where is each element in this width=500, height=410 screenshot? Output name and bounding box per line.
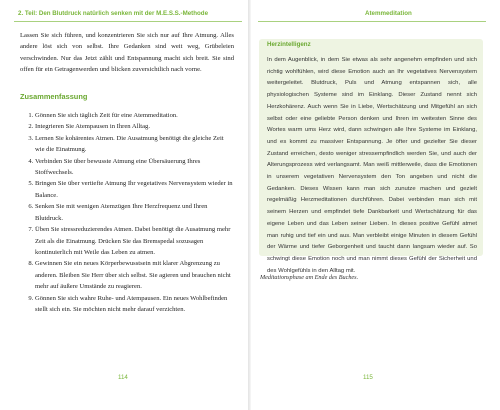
list-item: 3. Lernen Sie kohärentes Atmen. Die Ausatmung benötigt die gleiche Zeit wie die Einatmung. [35, 133, 234, 156]
page-gutter [248, 0, 251, 410]
info-box-text: In dem Augenblick, in dem Sie etwas als sehr angenehm empfinden und sich richtig wohlfühlen, wird diese Emotion auch an Ihr vegetatives Nervensystem weitergeleitet. Blutdruck, Puls und Atmung entspannen sich, alle physiologischen Systeme sind im Einklang. Dieser Zustand nennt sich Herzkohärenz. Auch wenn Sie in Liebe, Wertschätzung und Mitgefühl an sich selbst oder eine geliebte Person denken und Ihren im weitesten Sinne des Wortes warm ums Herz wird, dann schwingen alle Ihre Systeme im Einklang, und es kommt zu massiver Entspannung. Je öfter und gezielter Sie dieser Zustand erreichen, desto weniger stressempfindlich werden Sie, und auch der Alterungsprozess wird verlangsamt. Man weiß mittlerweile, dass die Emotionen in unserem vegetativen Nervensystem den Ton angeben und nicht die Gedanken. Dieses Wissen kann man sich zunutze machen und gezielt regelmäßig Herzmeditationen durchführen. Dabei verbinden man sich mit seinem Herzen und empfindet tiefe Dankbarkeit und Wertschätzung für das eigene Leben und das Leben seiner Lieben. In dieses positive Gefühl atmet man ruhig und tief ein und aus. Man verbleibt einige Minuten in diesem Gefühl der Wärme und tiefer Geborgenheit und taucht dann langsam wieder auf. So schwingt diese Emotion noch und man nimmt dieses Gefühl der Sicherheit und des Wohlgefühls in den Alltag mit. [267, 57, 477, 274]
list-item: 6. Senken Sie mit wenigen Atemzügen Ihre Herzfrequenz und Ihren Blutdruck. [35, 201, 234, 224]
intro-paragraph: Lassen Sie sich führen, und konzentrieren Sie sich nur auf Ihre Atmung. Alles andere löst sich von selbst. Ihre Gedanken sind weit weg, Grübeleien verschwinden. Nur das Jetzt zählt und Entspannung macht sich breit. Sie sind offen für ein Getragenwerden und blicken zuversichtlich nach vorne. [20, 32, 234, 74]
running-header-left: 2. Teil: Den Blutdruck natürlich senken mit der M.E.S.S.-Methode [18, 10, 209, 17]
list-item: 5. Bringen Sie über vertiefte Atmung Ihr vegetatives Nervensystem wieder in Balance. [35, 178, 234, 201]
left-page-body [20, 30, 234, 315]
page-number-left: 114 [118, 374, 128, 381]
list-item: 7. Üben Sie stressreduzierendes Atmen. Dabei benötigt die Ausatmung mehr Zeit als die Einatmung. Drücken Sie das Bremspedal sozusagen kontinuierlich mit Weile das Leben zu atmen. [35, 224, 234, 258]
info-box [259, 39, 483, 274]
list-item: 1. Gönnen Sie sich täglich Zeit für eine Atemmeditation. [35, 110, 234, 121]
footnote: Meditationsphase am Ende des Buches. [260, 274, 359, 281]
header-rule-right [258, 21, 486, 22]
list-item: 4. Verbinden Sie über bewusste Atmung eine Übersäuerung Ihres Stoffwechsels. [35, 156, 234, 179]
info-box-title: Herzintelligenz [267, 41, 311, 48]
section-title: Zusammenfassung [20, 91, 88, 101]
page-number-right: 115 [363, 374, 373, 381]
list-item: 2. Integrieren Sie Atempausen in Ihren Alltag. [35, 121, 234, 132]
list-item: 8. Gewinnen Sie ein neues Körperbewusstsein mit klarer Abgrenzung zu anderen. Bleiben Sie Herr über sich selbst. Sie agieren und brauchen nicht mehr auf äußere Umstände zu reagieren. [35, 258, 234, 292]
list-item: 9. Gönnen Sie sich wahre Ruhe- und Atempausen. Ein neues Wohlbefinden stellt sich ein. Sie möchten nicht mehr darauf verzichten. [35, 293, 234, 316]
summary-list [20, 110, 234, 315]
running-header-right: Atemmeditation [365, 10, 412, 17]
header-rule-left [14, 21, 242, 22]
